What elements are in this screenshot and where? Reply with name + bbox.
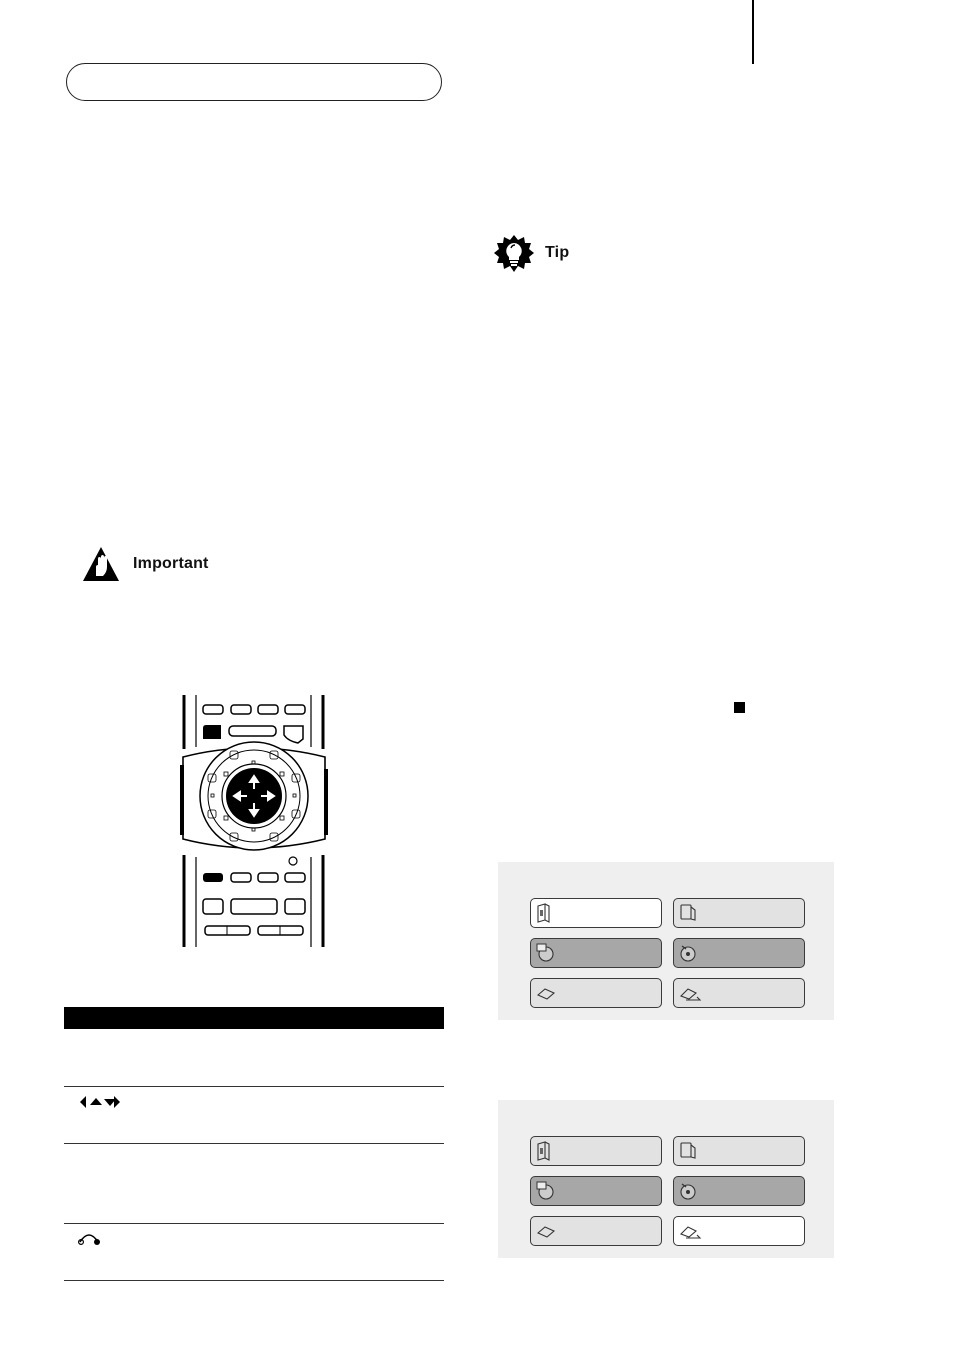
table-header bbox=[64, 1007, 444, 1029]
menu-button-photo[interactable] bbox=[530, 938, 662, 968]
important-heading: Important bbox=[133, 555, 209, 572]
menu-button-disc-info[interactable] bbox=[530, 898, 662, 928]
menu-button-disc-info[interactable] bbox=[530, 1136, 662, 1166]
button-function-table bbox=[64, 1007, 444, 1281]
header-divider-line bbox=[752, 0, 754, 64]
menu-screen-2 bbox=[498, 1100, 834, 1258]
tip-heading: Tip bbox=[545, 244, 570, 261]
menu-screen-1 bbox=[498, 862, 834, 1020]
menu-button-play-mode[interactable] bbox=[530, 1216, 662, 1246]
table-row bbox=[64, 1029, 444, 1087]
warning-hand-icon bbox=[82, 546, 120, 587]
menu-button-photo[interactable] bbox=[530, 1176, 662, 1206]
arrow-keys-icon bbox=[76, 1095, 124, 1112]
table-row bbox=[64, 1224, 444, 1281]
table-row bbox=[64, 1087, 444, 1144]
stop-square-icon bbox=[734, 702, 745, 713]
menu-button-edit[interactable] bbox=[673, 978, 805, 1008]
table-row bbox=[64, 1144, 444, 1224]
menu-button-disc-navigator[interactable] bbox=[673, 1176, 805, 1206]
menu-button-play-mode[interactable] bbox=[530, 978, 662, 1008]
remote-control-illustration bbox=[180, 695, 328, 954]
menu-button-setup[interactable] bbox=[673, 1136, 805, 1166]
menu-button-setup[interactable] bbox=[673, 898, 805, 928]
return-arrow-icon bbox=[76, 1232, 102, 1249]
lightbulb-icon bbox=[494, 234, 534, 279]
menu-button-edit[interactable] bbox=[673, 1216, 805, 1246]
section-title-bar bbox=[66, 63, 442, 101]
menu-button-disc-navigator[interactable] bbox=[673, 938, 805, 968]
